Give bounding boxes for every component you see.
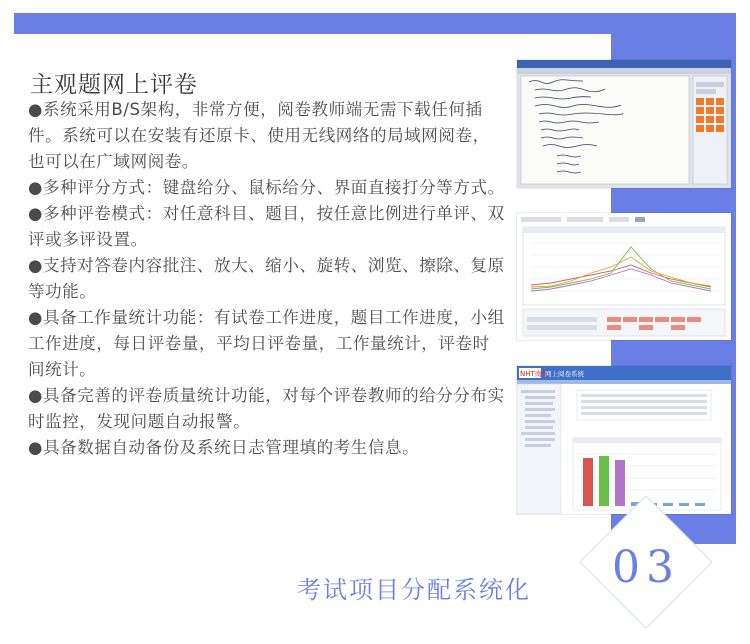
feature-paragraph: ●支持对答卷内容批注、放大、缩小、旋转、浏览、擦除、复原等功能。 [28,256,505,301]
system-title: 网上阅卷系统 [545,370,584,378]
statistics-screen-screenshot [517,213,731,340]
section-number: 03 [612,542,680,593]
section-title: 考试项目分配系统化 [297,576,531,604]
marking-screen-screenshot [517,60,731,188]
feature-description [28,97,506,461]
feature-paragraph: ●具备数据自动备份及系统日志管理填的考生信息。 [28,438,420,457]
brand-logo: NHT南昊 [520,370,549,378]
feature-paragraph: ●系统采用B/S架构，非常方便，阅卷教师端无需下载任何插件。系统可以在安装有还原卡、使用无线网络的局域网阅卷，也可以在广域网阅卷。 [28,100,490,171]
marking-system-screenshot [517,366,731,514]
feature-paragraph: ●多种评分方式：键盘给分、鼠标给分、界面直接打分等方式。 [28,178,505,197]
feature-paragraph: ●具备工作量统计功能：有试卷工作进度，题目工作进度，小组工作进度，每日评卷量，平均日评卷量，工作量统计，评卷时间统计。 [28,308,505,379]
feature-title: 主观题网上评卷 [30,72,198,98]
feature-paragraph: ●多种评卷模式：对任意科目、题目，按任意比例进行单评、双评或多评设置。 [28,204,505,249]
feature-paragraph: ●具备完善的评卷质量统计功能，对每个评卷教师的给分分布实时监控，发现问题自动报警。 [28,386,505,431]
